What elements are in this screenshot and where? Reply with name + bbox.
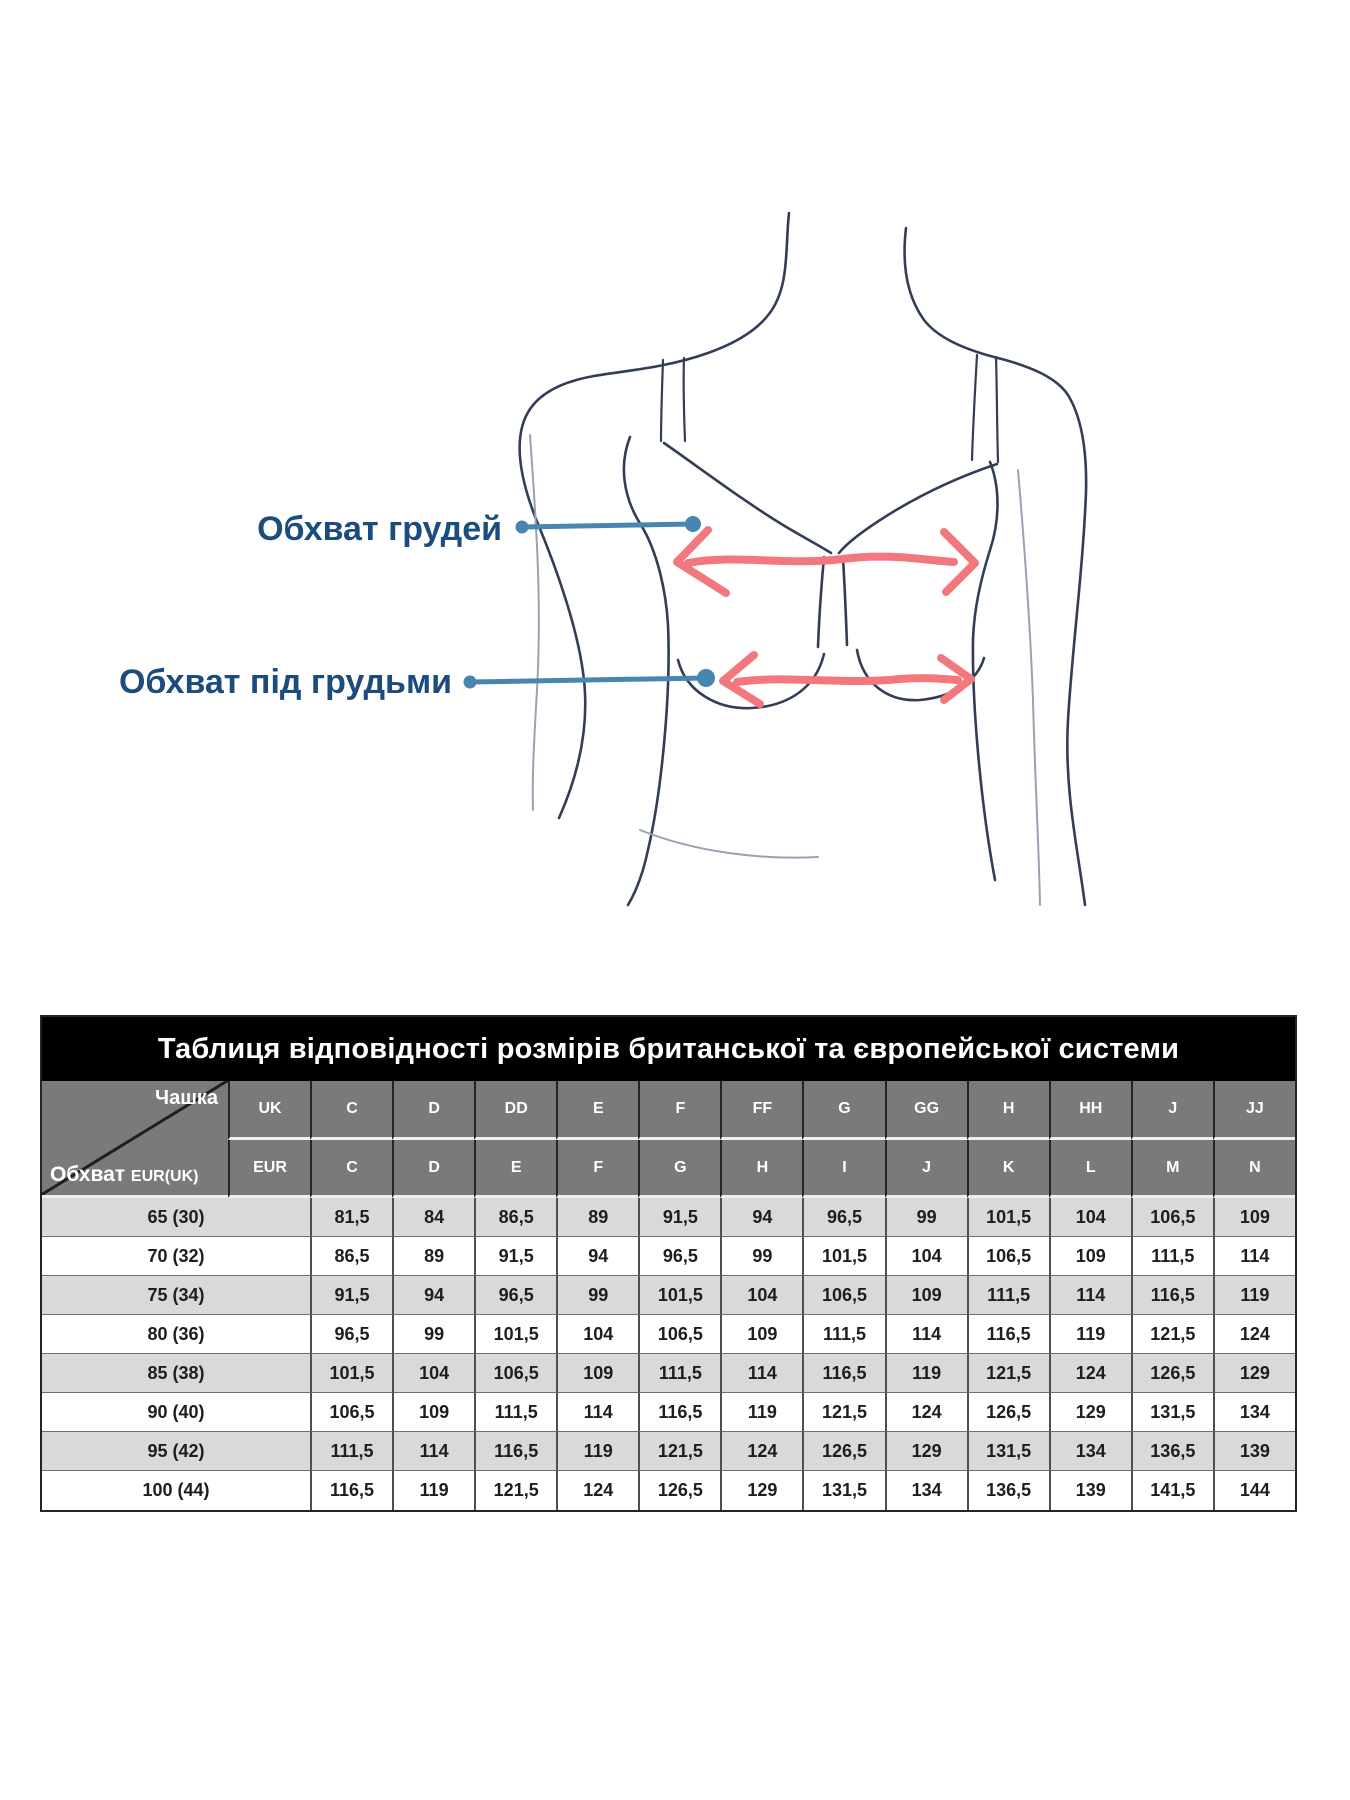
size-value-cell: 124: [1213, 1315, 1295, 1354]
size-value-cell: 106,5: [1131, 1198, 1213, 1237]
uk-cup-header-cell: GG: [885, 1081, 967, 1140]
size-value-cell: 119: [392, 1471, 474, 1510]
size-value-cell: 96,5: [474, 1276, 556, 1315]
size-value-cell: 104: [885, 1237, 967, 1276]
size-value-cell: 91,5: [310, 1276, 392, 1315]
left-bra-strap-line: [684, 358, 685, 441]
band-size-cell: 100 (44): [42, 1471, 310, 1510]
belly-curve-line: [640, 830, 818, 858]
left-neck-shoulder-arm-line: [520, 213, 789, 818]
underbust-callout-dot: [464, 676, 477, 689]
size-chart: [40, 1015, 1297, 1512]
size-value-cell: 129: [720, 1471, 802, 1510]
uk-system-label: UK: [228, 1081, 310, 1140]
chest-callout-dot: [685, 516, 701, 532]
size-value-cell: 101,5: [474, 1315, 556, 1354]
size-value-cell: 131,5: [802, 1471, 884, 1510]
size-row: [42, 1471, 1295, 1510]
size-value-cell: 86,5: [310, 1237, 392, 1276]
size-value-cell: 116,5: [802, 1354, 884, 1393]
size-row: [42, 1432, 1295, 1471]
eur-cup-header-cell: J: [885, 1140, 967, 1198]
size-value-cell: 124: [720, 1432, 802, 1471]
size-row: [42, 1315, 1295, 1354]
size-value-cell: 99: [885, 1198, 967, 1237]
uk-cup-row: [42, 1081, 1295, 1140]
size-value-cell: 91,5: [474, 1237, 556, 1276]
size-value-cell: 111,5: [310, 1432, 392, 1471]
eur-cup-header-cell: D: [392, 1140, 474, 1198]
size-value-cell: 139: [1049, 1471, 1131, 1510]
size-value-cell: 104: [720, 1276, 802, 1315]
size-value-cell: 104: [556, 1315, 638, 1354]
eur-cup-header-cell: E: [474, 1140, 556, 1198]
size-value-cell: 121,5: [638, 1432, 720, 1471]
size-value-cell: 111,5: [474, 1393, 556, 1432]
size-value-cell: 89: [556, 1198, 638, 1237]
band-size-cell: 65 (30): [42, 1198, 310, 1237]
size-value-cell: 119: [885, 1354, 967, 1393]
size-value-cell: 111,5: [967, 1276, 1049, 1315]
size-value-cell: 114: [1049, 1276, 1131, 1315]
size-row: [42, 1354, 1295, 1393]
size-value-cell: 116,5: [1131, 1276, 1213, 1315]
eur-cup-header-cell: M: [1131, 1140, 1213, 1198]
underbust-arrow-shaft: [737, 678, 958, 682]
size-value-cell: 89: [392, 1237, 474, 1276]
size-value-cell: 114: [392, 1432, 474, 1471]
size-value-cell: 101,5: [310, 1354, 392, 1393]
size-value-cell: 96,5: [802, 1198, 884, 1237]
measure-arrows: [677, 530, 975, 704]
size-value-cell: 124: [1049, 1354, 1131, 1393]
uk-cup-header-cell: JJ: [1213, 1081, 1295, 1140]
band-size-cell: 95 (42): [42, 1432, 310, 1471]
size-value-cell: 101,5: [967, 1198, 1049, 1237]
corner-cup-label: Чашка: [155, 1087, 218, 1109]
size-value-cell: 91,5: [638, 1198, 720, 1237]
size-value-cell: 119: [1213, 1276, 1295, 1315]
size-row: [42, 1276, 1295, 1315]
size-value-cell: 114: [720, 1354, 802, 1393]
size-row: [42, 1393, 1295, 1432]
uk-cup-header-cell: H: [967, 1081, 1049, 1140]
eur-cup-header-cell: C: [310, 1140, 392, 1198]
band-size-cell: 90 (40): [42, 1393, 310, 1432]
uk-cup-header-cell: HH: [1049, 1081, 1131, 1140]
uk-cup-header-cell: DD: [474, 1081, 556, 1140]
eur-system-label: EUR: [228, 1140, 310, 1198]
corner-cell: [42, 1081, 228, 1198]
uk-cup-header-cell: D: [392, 1081, 474, 1140]
size-value-cell: 116,5: [310, 1471, 392, 1510]
size-value-cell: 136,5: [967, 1471, 1049, 1510]
eur-cup-header-cell: H: [720, 1140, 802, 1198]
size-value-cell: 111,5: [802, 1315, 884, 1354]
size-value-cell: 126,5: [1131, 1354, 1213, 1393]
bra-gore-line: [843, 559, 847, 645]
eur-cup-header-cell: I: [802, 1140, 884, 1198]
size-value-cell: 116,5: [474, 1432, 556, 1471]
size-value-cell: 119: [720, 1393, 802, 1432]
size-value-cell: 131,5: [967, 1432, 1049, 1471]
size-value-cell: 94: [392, 1276, 474, 1315]
size-value-cell: 114: [885, 1315, 967, 1354]
size-value-cell: 109: [1213, 1198, 1295, 1237]
size-value-cell: 99: [392, 1315, 474, 1354]
band-size-cell: 80 (36): [42, 1315, 310, 1354]
size-chart-title: Таблиця відповідності розмірів британської та європейської системи: [42, 1017, 1295, 1081]
size-value-cell: 141,5: [1131, 1471, 1213, 1510]
size-value-cell: 126,5: [638, 1471, 720, 1510]
size-value-cell: 94: [556, 1237, 638, 1276]
size-value-cell: 121,5: [474, 1471, 556, 1510]
size-value-cell: 136,5: [1131, 1432, 1213, 1471]
size-value-cell: 119: [556, 1432, 638, 1471]
size-value-cell: 101,5: [802, 1237, 884, 1276]
size-value-cell: 109: [720, 1315, 802, 1354]
eur-cup-header-cell: L: [1049, 1140, 1131, 1198]
bust-arrow-shaft: [688, 557, 954, 563]
eur-cup-header-cell: G: [638, 1140, 720, 1198]
left-cup-top-edge: [664, 443, 831, 553]
size-value-cell: 111,5: [1131, 1237, 1213, 1276]
chest-measure-label: Обхват грудей: [257, 510, 502, 548]
size-row: [42, 1198, 1295, 1237]
eur-cup-header-cell: K: [967, 1140, 1049, 1198]
size-value-cell: 109: [885, 1276, 967, 1315]
eur-cup-header-cell: N: [1213, 1140, 1295, 1198]
size-value-cell: 131,5: [1131, 1393, 1213, 1432]
size-value-cell: 109: [1049, 1237, 1131, 1276]
uk-cup-header-cell: C: [310, 1081, 392, 1140]
size-value-cell: 96,5: [310, 1315, 392, 1354]
band-size-cell: 75 (34): [42, 1276, 310, 1315]
uk-cup-header-cell: G: [802, 1081, 884, 1140]
size-table: [42, 1081, 1295, 1510]
size-value-cell: 121,5: [967, 1354, 1049, 1393]
size-value-cell: 129: [1049, 1393, 1131, 1432]
size-value-cell: 116,5: [638, 1393, 720, 1432]
size-value-cell: 106,5: [474, 1354, 556, 1393]
eur-cup-row: [42, 1140, 1295, 1198]
band-size-cell: 85 (38): [42, 1354, 310, 1393]
size-value-cell: 124: [885, 1393, 967, 1432]
corner-band-word: Обхват: [50, 1163, 126, 1186]
size-value-cell: 96,5: [638, 1237, 720, 1276]
right-inner-arm-line: [1018, 470, 1040, 905]
size-value-cell: 111,5: [638, 1354, 720, 1393]
underbust-measure-label: Обхват під грудьми: [118, 663, 452, 701]
band-size-cell: 70 (32): [42, 1237, 310, 1276]
corner-band-units: EUR(UK): [130, 1168, 199, 1185]
size-value-cell: 116,5: [967, 1315, 1049, 1354]
size-value-cell: 134: [1213, 1393, 1295, 1432]
size-value-cell: 139: [1213, 1432, 1295, 1471]
size-value-cell: 101,5: [638, 1276, 720, 1315]
size-value-cell: 121,5: [802, 1393, 884, 1432]
uk-cup-header-cell: J: [1131, 1081, 1213, 1140]
size-value-cell: 129: [1213, 1354, 1295, 1393]
size-value-cell: 134: [1049, 1432, 1131, 1471]
size-value-cell: 109: [392, 1393, 474, 1432]
right-neck-shoulder-arm-line: [905, 228, 1087, 905]
size-value-cell: 109: [556, 1354, 638, 1393]
left-body-side-line: [624, 437, 669, 905]
size-value-cell: 81,5: [310, 1198, 392, 1237]
size-value-cell: 121,5: [1131, 1315, 1213, 1354]
size-value-cell: 126,5: [802, 1432, 884, 1471]
size-value-cell: 106,5: [967, 1237, 1049, 1276]
bra-gore-line: [818, 557, 824, 647]
size-value-cell: 99: [720, 1237, 802, 1276]
right-bra-strap-line: [996, 357, 998, 462]
size-row: [42, 1237, 1295, 1276]
corner-band-label: [50, 1163, 198, 1187]
size-value-cell: 124: [556, 1471, 638, 1510]
left-inner-arm-line: [530, 435, 539, 810]
uk-cup-header-cell: FF: [720, 1081, 802, 1140]
size-value-cell: 106,5: [802, 1276, 884, 1315]
uk-cup-header-cell: E: [556, 1081, 638, 1140]
size-value-cell: 144: [1213, 1471, 1295, 1510]
right-bra-strap-line: [972, 355, 977, 460]
underbust-callout-line: [470, 678, 706, 682]
size-value-cell: 114: [1213, 1237, 1295, 1276]
uk-cup-header-cell: F: [638, 1081, 720, 1140]
size-value-cell: 86,5: [474, 1198, 556, 1237]
size-value-cell: 106,5: [310, 1393, 392, 1432]
size-value-cell: 119: [1049, 1315, 1131, 1354]
underbust-callout-dot: [697, 669, 715, 687]
left-bra-strap-line: [661, 360, 663, 441]
eur-cup-header-cell: F: [556, 1140, 638, 1198]
size-value-cell: 129: [885, 1432, 967, 1471]
right-cup-top-edge: [839, 464, 997, 553]
chest-callout-line: [522, 524, 693, 527]
size-value-cell: 84: [392, 1198, 474, 1237]
chest-callout-dot: [516, 521, 529, 534]
size-value-cell: 104: [1049, 1198, 1131, 1237]
size-value-cell: 106,5: [638, 1315, 720, 1354]
size-value-cell: 94: [720, 1198, 802, 1237]
size-value-cell: 134: [885, 1471, 967, 1510]
size-value-cell: 126,5: [967, 1393, 1049, 1432]
size-value-cell: 99: [556, 1276, 638, 1315]
size-value-cell: 114: [556, 1393, 638, 1432]
size-value-cell: 104: [392, 1354, 474, 1393]
